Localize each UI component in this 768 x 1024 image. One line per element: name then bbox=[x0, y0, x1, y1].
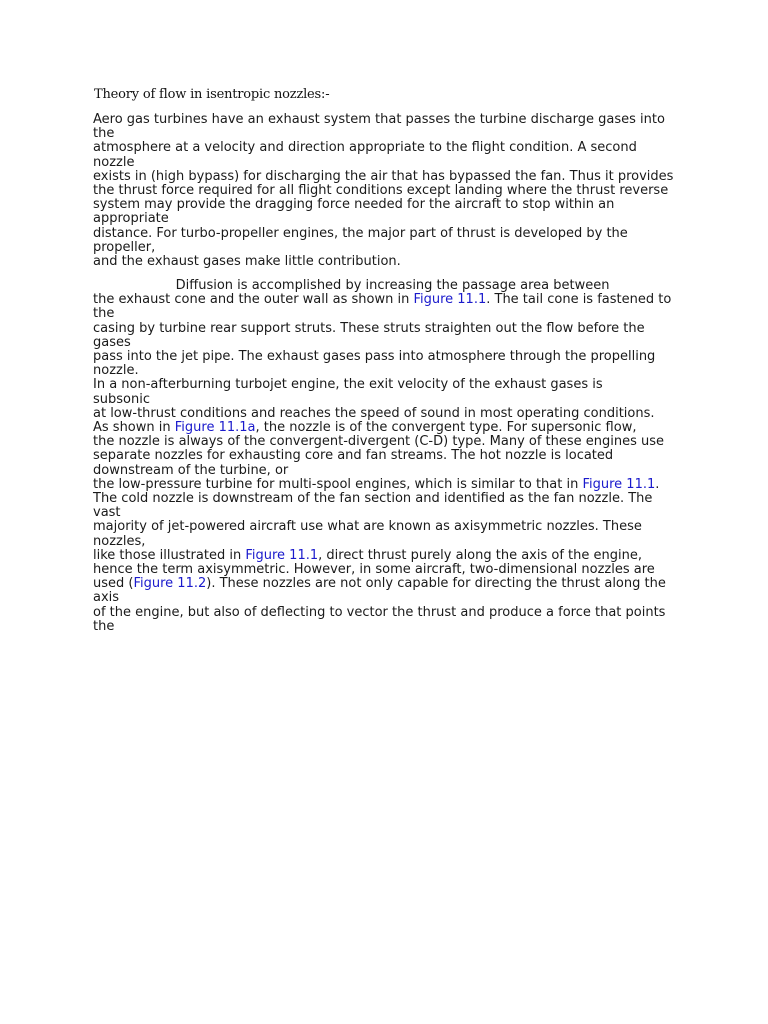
text-segment: , the nozzle is of the convergent type. For supersonic flow, bbox=[255, 420, 637, 436]
text-line: pass into the jet pipe. The exhaust gases pass into atmosphere through the propelling bbox=[93, 349, 656, 365]
figure-11-1-link[interactable]: Figure 11.1 bbox=[245, 547, 319, 563]
text-line: the nozzle is always of the convergent-divergent (C-D) type. Many of these engines use bbox=[93, 434, 665, 450]
paragraph-aero-gas-turbines bbox=[93, 113, 673, 269]
text-line: The cold nozzle is downstream of the fan section and identified as the fan nozzle. The bbox=[93, 491, 653, 507]
text-line: exists in (high bypass) for discharging the air that has bypassed the fan. Thus it provides bbox=[93, 168, 674, 184]
text-segment: ). These nozzles are not only capable for directing the thrust along the bbox=[206, 576, 666, 592]
text-line: majority of jet-powered aircraft use what are known as axisymmetric nozzles. These bbox=[93, 519, 642, 535]
text-line: atmosphere at a velocity and direction appropriate to the flight condition. A second bbox=[93, 140, 637, 156]
figure-11-1-link[interactable]: Figure 11.1 bbox=[582, 476, 656, 492]
text-line: casing by turbine rear support struts. These struts straighten out the flow before the bbox=[93, 320, 645, 336]
text-segment: the low-pressure turbine for multi-spool engines, which is similar to that in bbox=[93, 476, 583, 492]
text-line: nozzles, bbox=[93, 533, 146, 549]
text-line: hence the term axisymmetric. However, in some aircraft, two-dimensional nozzles are bbox=[93, 562, 655, 578]
text-segment: As shown in bbox=[93, 420, 175, 436]
text-line: the thrust force required for all flight conditions except landing where the thrust reverse bbox=[93, 183, 669, 199]
text-line: propeller, bbox=[93, 239, 156, 255]
text-line: the bbox=[93, 126, 115, 142]
text-line: subsonic bbox=[93, 391, 150, 407]
text-line: at low-thrust conditions and reaches the speed of sound in most operating conditions. bbox=[93, 405, 655, 421]
figure-11-2-link[interactable]: Figure 11.2 bbox=[133, 576, 207, 592]
figure-11-1a-link[interactable]: Figure 11.1a bbox=[174, 420, 256, 436]
text-segment: . bbox=[655, 476, 660, 492]
section-heading: Theory of flow in isentropic nozzles:- bbox=[94, 87, 330, 102]
text-line: appropriate bbox=[93, 211, 169, 227]
text-line: gases bbox=[93, 334, 131, 350]
text-line: Diffusion is accomplished by increasing the passage area between bbox=[93, 278, 610, 293]
text-segment: the exhaust cone and the outer wall as shown in bbox=[93, 292, 414, 308]
text-segment: like those illustrated in bbox=[93, 547, 246, 563]
figure-11-1-link[interactable]: Figure 11.1 bbox=[413, 292, 487, 308]
paragraph-diffusion bbox=[93, 279, 671, 634]
text-line: axis bbox=[93, 590, 120, 606]
text-line: and the exhaust gases make little contribution. bbox=[93, 254, 401, 270]
text-line: the bbox=[93, 618, 115, 634]
text-line: vast bbox=[93, 505, 121, 521]
text-line: In a non-afterburning turbojet engine, the exit velocity of the exhaust gases is bbox=[93, 377, 603, 393]
text-line: the bbox=[93, 306, 115, 322]
text-line: system may provide the dragging force needed for the aircraft to stop within an bbox=[93, 197, 615, 213]
text-line: of the engine, but also of deflecting to vector the thrust and produce a force that points bbox=[93, 604, 666, 620]
text-segment: . The tail cone is fastened to bbox=[486, 292, 672, 308]
text-line: Aero gas turbines have an exhaust system that passes the turbine discharge gases into bbox=[93, 112, 665, 127]
text-line: downstream of the turbine, or bbox=[93, 462, 289, 478]
text-segment: , direct thrust purely along the axis of the engine, bbox=[318, 547, 642, 563]
text-line: nozzle. bbox=[93, 363, 139, 379]
text-segment: used ( bbox=[93, 576, 134, 592]
text-line: nozzle bbox=[93, 154, 135, 170]
text-line: separate nozzles for exhausting core and fan streams. The hot nozzle is located bbox=[93, 448, 614, 464]
text-line: distance. For turbo-propeller engines, the major part of thrust is developed by the bbox=[93, 225, 628, 241]
